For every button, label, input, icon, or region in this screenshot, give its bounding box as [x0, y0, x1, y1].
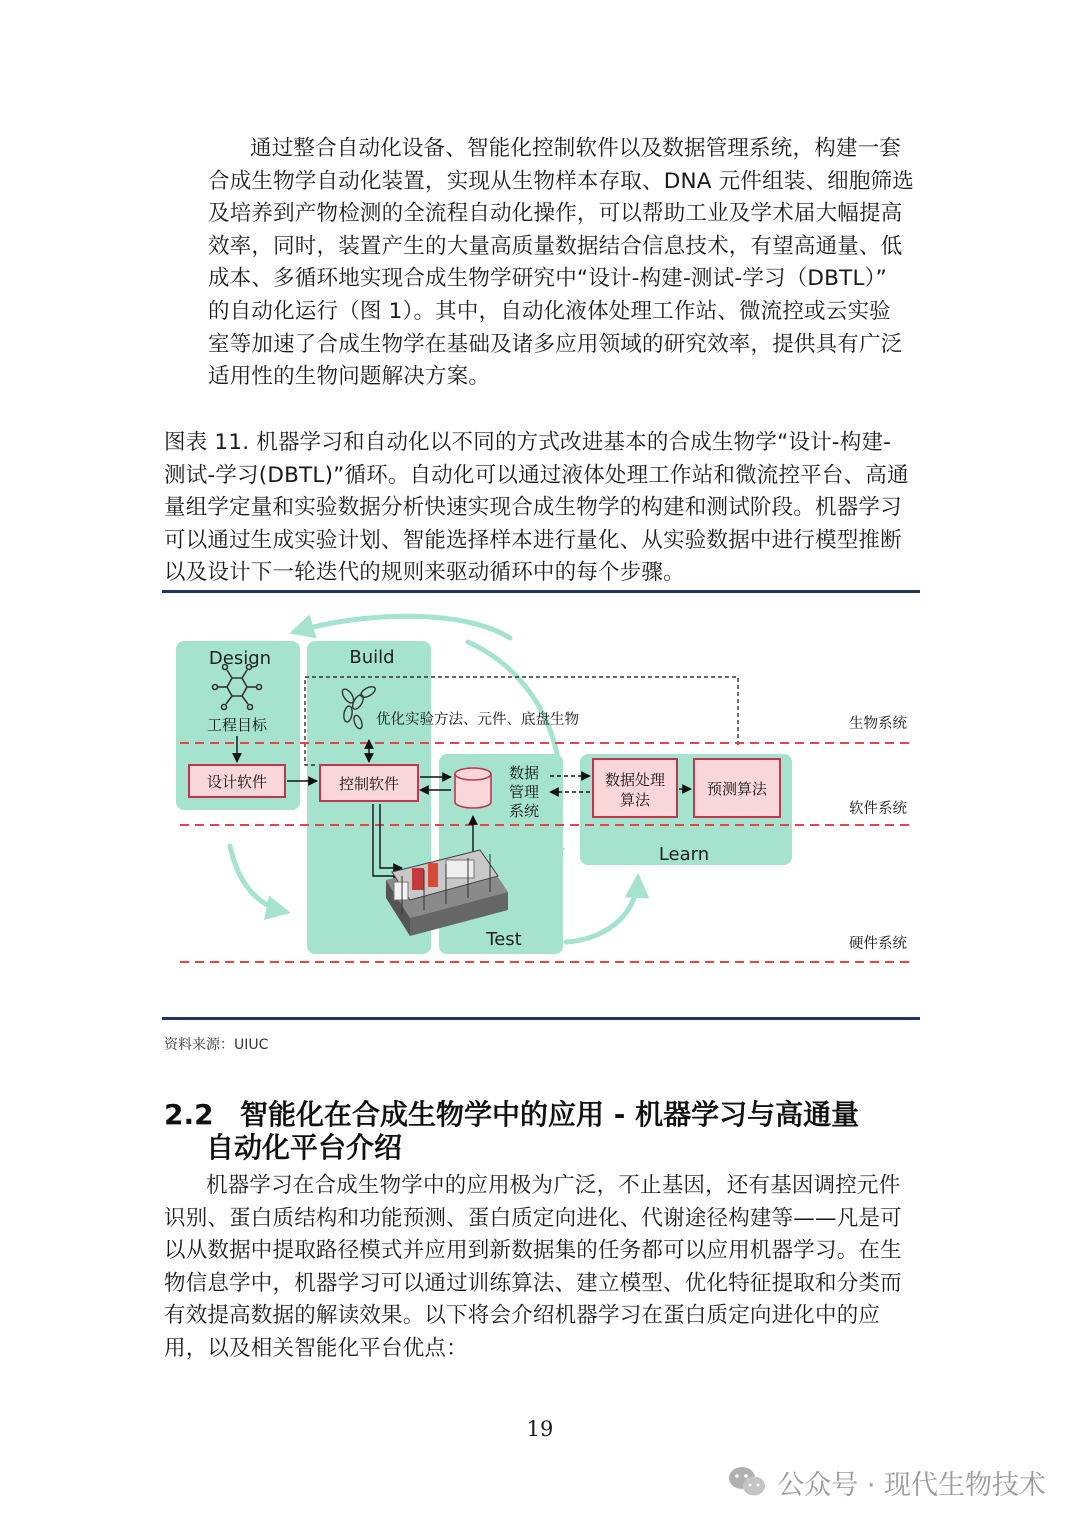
wechat-watermark [727, 1462, 1046, 1502]
text-line: 物信息学中，机器学习可以通过训练算法、建立模型、优化特征提取和分类而 [164, 1270, 902, 1296]
data-management-label-1: 数据 [508, 764, 540, 782]
text-line: 通过整合自动化设备、智能化控制软件以及数据管理系统，构建一套 [250, 136, 902, 161]
figure-source: 资料来源：UIUC [164, 1037, 269, 1053]
prediction-label: 预测算法 [706, 780, 768, 798]
hardware-layer-label: 硬件系统 [849, 936, 907, 952]
text-line: 用，以及相关智能化平台优点： [164, 1335, 468, 1361]
caption-line: 可以通过生成实验计划、智能选择样本进行量化、从实验数据中进行模型推断 [164, 527, 902, 553]
section-number: 2.2 [164, 1098, 214, 1131]
stage-test-label: Test [486, 929, 522, 950]
section-title-line1: 智能化在合成生物学中的应用 - 机器学习与高通量 [240, 1098, 860, 1131]
stage-design-label: Design [208, 648, 272, 669]
text-line: 及培养到产物检测的全流程自动化操作，可以帮助工业及学术届大幅提高 [208, 201, 903, 227]
section-heading [164, 1098, 924, 1164]
text-line: 有效提高数据的解读效果。以下将会介绍机器学习在蛋白质定向进化中的应 [164, 1303, 881, 1329]
stage-build-label: Build [349, 647, 395, 668]
wechat-icon [727, 1465, 767, 1499]
bio-layer-label: 生物系统 [849, 716, 907, 732]
watermark-text: 公众号 · 现代生物技术 [777, 1469, 1046, 1501]
design-software-label: 设计软件 [206, 773, 268, 791]
stage-learn-label: Learn [658, 844, 710, 865]
software-layer-label: 软件系统 [849, 801, 907, 817]
text-line: 合成生物学自动化装置，实现从生物样本存取、DNA 元件组装、细胞筛选 [208, 168, 914, 194]
caption-line: 测试-学习(DBTL)”循环。自动化可以通过液体处理工作站和微流控平台、高通 [164, 462, 909, 488]
cycle-arrow-test-learn [566, 878, 638, 942]
engineering-goal-label: 工程目标 [206, 716, 268, 734]
text-line: 适用性的生物问题解决方案。 [208, 364, 491, 390]
caption-line: 以及设计下一轮迭代的规则来驱动循环中的每个步骤。 [164, 560, 685, 586]
body-paragraph [164, 1170, 916, 1366]
text-line: 的自动化运行（图 1）。其中，自动化液体处理工作站、微流控或云实验 [208, 298, 891, 324]
text-line: 机器学习在合成生物学中的应用极为广泛，不止基因，还有基因调控元件 [206, 1173, 901, 1198]
database-icon [455, 768, 491, 808]
caption-line: 图表 11. 机器学习和自动化以不同的方式改进基本的合成生物学“设计-构建- [164, 430, 892, 455]
control-software-label: 控制软件 [338, 775, 400, 793]
text-line: 室等加速了合成生物学在基础及诸多应用领域的研究效率，提供具有广泛 [208, 331, 903, 357]
section-title-line2: 自动化平台介绍 [206, 1131, 403, 1164]
cycle-arrow-design-build [230, 846, 286, 912]
figure-top-rule [162, 590, 920, 593]
data-processing-label-1: 数据处理 [604, 771, 666, 789]
caption-line: 量组学定量和实验数据分析快速实现合成生物学的构建和测试阶段。机器学习 [164, 495, 902, 521]
data-management-label-3: 系统 [508, 802, 540, 820]
figure-bottom-rule [162, 1017, 920, 1020]
optimization-label: 优化实验方法、元件、底盘生物 [376, 712, 579, 728]
data-processing-label-2: 算法 [619, 791, 651, 809]
text-line: 成本、多循环地实现合成生物学研究中“设计-构建-测试-学习（DBTL）” [208, 266, 887, 292]
text-line: 识别、蛋白质结构和功能预测、蛋白质定向进化、代谢途径构建等——凡是可 [164, 1205, 902, 1231]
cycle-arrow-build-design [294, 616, 510, 638]
text-line: 效率，同时，装置产生的大量高质量数据结合信息技术，有望高通量、低 [208, 233, 903, 259]
page-number: 19 [526, 1417, 554, 1441]
text-line: 以从数据中提取路径模式并应用到新数据集的任务都可以应用机器学习。在生 [164, 1238, 902, 1264]
intro-paragraph [208, 133, 916, 394]
dbtl-figure [162, 600, 920, 1012]
data-management-label-2: 管理 [508, 783, 540, 801]
figure-caption [164, 427, 916, 590]
